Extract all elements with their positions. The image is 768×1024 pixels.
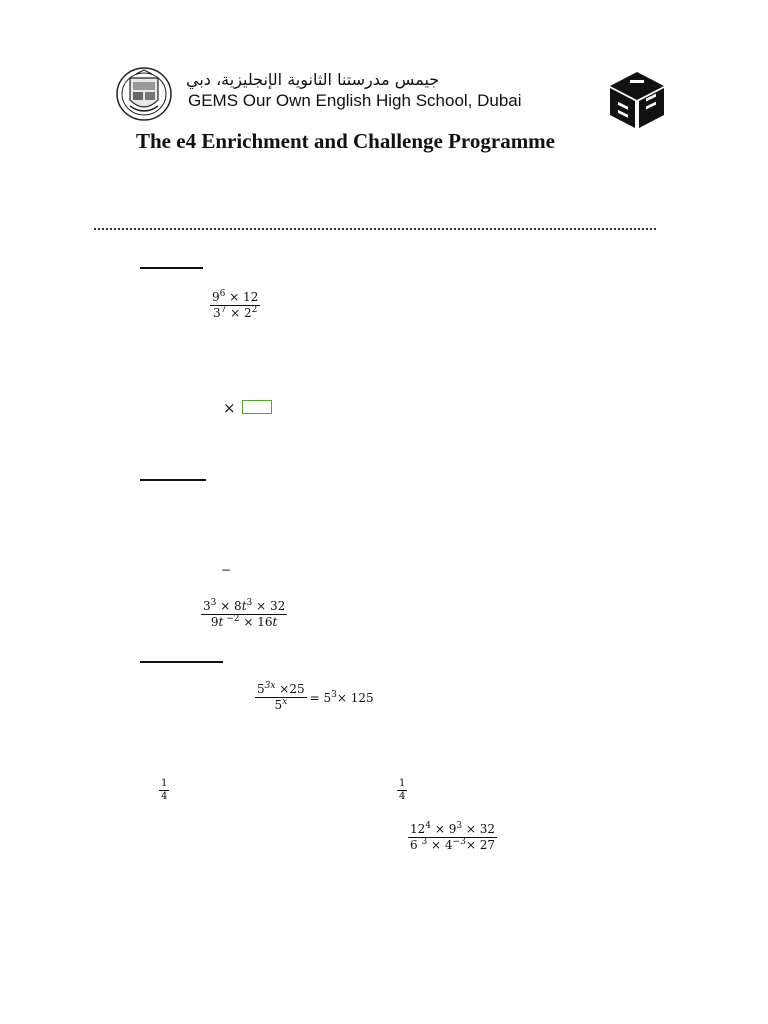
fraction-one-quarter-left: $\frac{1}{4}$	[161, 778, 168, 802]
minus-sign: −	[221, 563, 232, 577]
fraction-one-quarter-right: $\frac{1}{4}$	[399, 778, 406, 802]
question-2-expression: $\frac{3^3 \times 8t^3 \times 32}{9t ^{-2} \times 16t}$	[203, 598, 286, 629]
question-2-heading-rule	[140, 479, 206, 481]
school-name: GEMS Our Own English High School, Dubai	[188, 91, 522, 110]
question-3-heading-rule	[140, 661, 223, 663]
e4-logo-icon	[606, 70, 668, 130]
school-crest-icon	[116, 66, 172, 122]
answer-box[interactable]	[242, 400, 272, 414]
programme-title: The e4 Enrichment and Challenge Programme	[136, 129, 555, 153]
question-4-expression: $\frac{12^4 \times 9^3 \times 32}{6 ^3 \times 4^{-3}\times 27}$	[410, 821, 496, 852]
school-name-arabic: جيمس مدرستنا الثانوية الإنجليزية، دبي	[186, 70, 440, 89]
dotted-divider	[94, 218, 656, 230]
question-1-expression: $\frac{9^6 \times 12}{3^7 \times 2^2}$	[212, 289, 259, 320]
times-symbol: ×	[223, 399, 236, 417]
question-1-heading-rule	[140, 267, 203, 269]
question-3-equation: $\frac{5^{3x} \times 25}{5^x}$ = $5^3\times 125$	[257, 681, 374, 712]
